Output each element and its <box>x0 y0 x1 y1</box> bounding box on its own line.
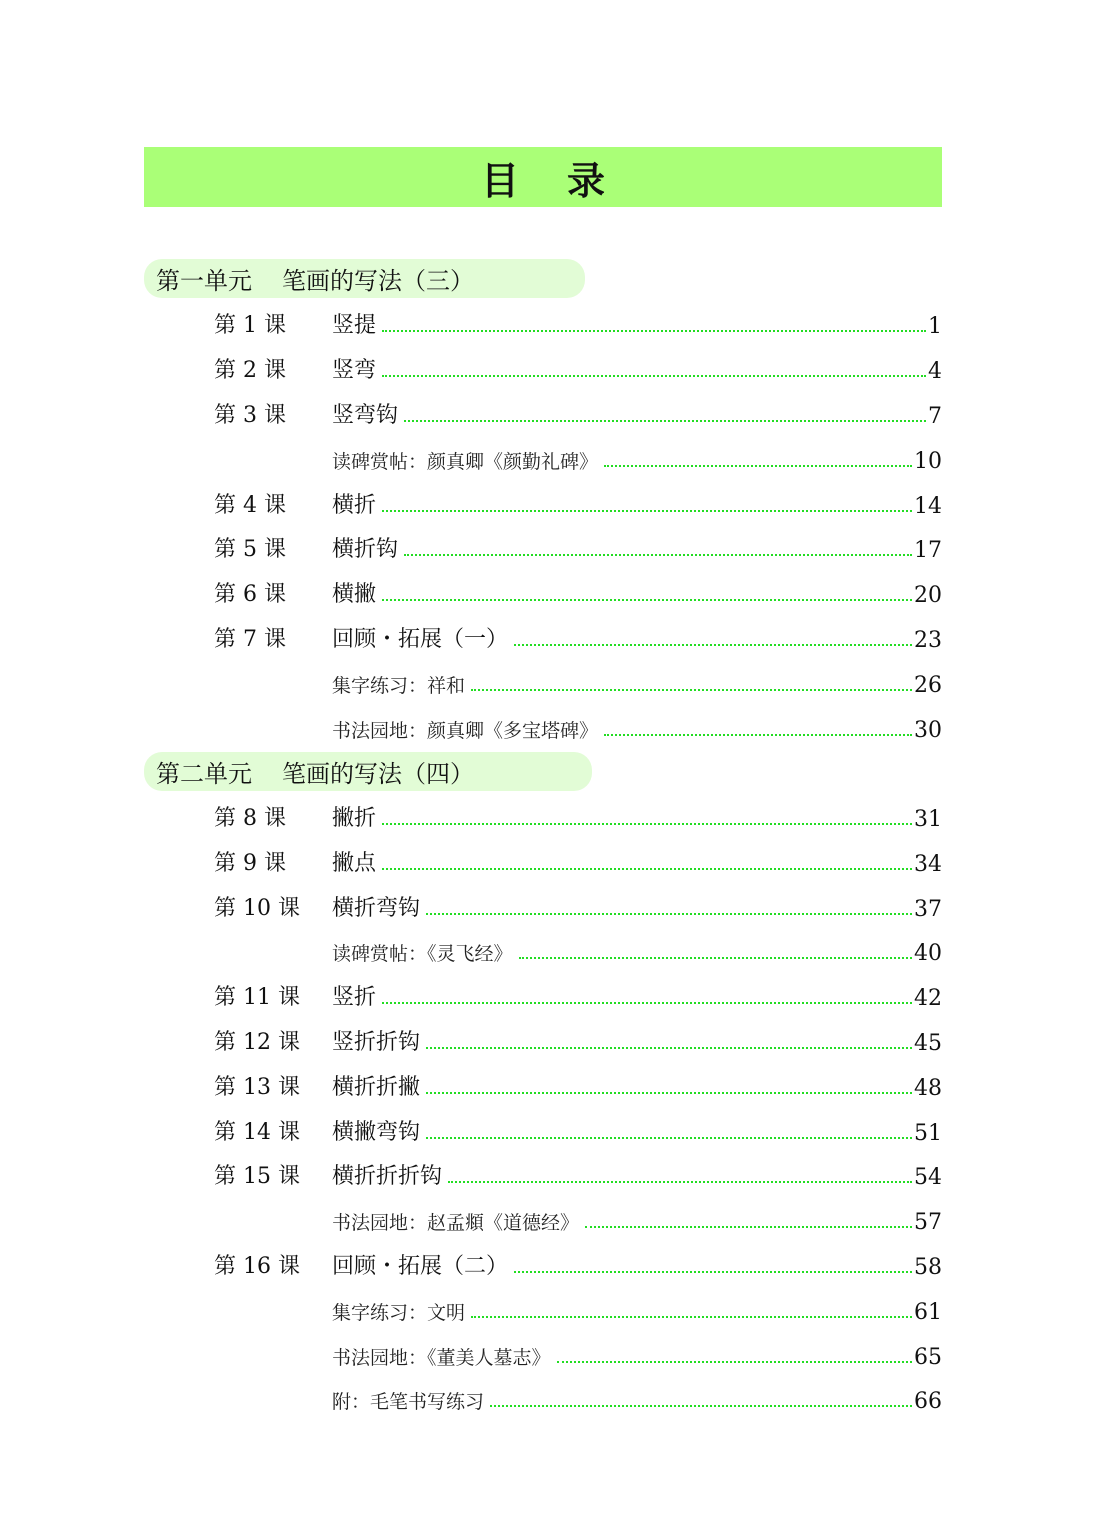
leader-dots <box>604 734 912 736</box>
lesson-title: 撇折 <box>332 806 377 831</box>
page-number: 4 <box>928 359 942 384</box>
page-number: 66 <box>914 1389 942 1414</box>
unit-title: 笔画的写法（四） <box>282 760 474 788</box>
lesson-number: 第 15 课 <box>214 1164 300 1189</box>
lesson-title: 横撇 <box>332 582 377 607</box>
subentry-title: 读碑赏帖：颜真卿《颜勤礼碑》 <box>332 451 599 473</box>
page-number: 23 <box>914 628 942 653</box>
toc-entry[interactable] <box>214 533 942 563</box>
lesson-number: 第 14 课 <box>214 1120 300 1145</box>
subentry-title: 书法园地：赵孟頫《道德经》 <box>332 1212 580 1234</box>
toc-title-bar <box>144 147 942 207</box>
leader-dots <box>382 510 912 512</box>
leader-dots <box>514 1271 912 1273</box>
page-number: 30 <box>914 718 942 743</box>
lesson-number: 第 11 课 <box>214 985 300 1010</box>
page-number: 20 <box>914 583 942 608</box>
unit-label: 第一单元 <box>156 267 252 295</box>
subentry-title: 读碑赏帖：《灵飞经》 <box>332 943 513 965</box>
page-number: 34 <box>914 852 942 877</box>
lesson-title: 横折折折钩 <box>332 1164 443 1189</box>
leader-dots <box>604 465 912 467</box>
page-number: 58 <box>914 1255 942 1280</box>
page-number: 14 <box>914 494 942 519</box>
leader-dots <box>382 868 912 870</box>
leader-dots <box>426 1092 912 1094</box>
toc-entry[interactable] <box>214 1250 942 1280</box>
lesson-title: 竖弯钩 <box>332 403 399 428</box>
lesson-number: 第 3 课 <box>214 403 286 428</box>
subentry-title: 集字练习：祥和 <box>332 675 466 697</box>
leader-dots <box>514 644 912 646</box>
leader-dots <box>426 1047 912 1049</box>
lesson-number: 第 12 课 <box>214 1030 300 1055</box>
leader-dots <box>426 913 912 915</box>
toc-entry[interactable] <box>214 1071 942 1101</box>
toc-subentry[interactable] <box>214 1295 942 1325</box>
lesson-title: 竖折 <box>332 985 377 1010</box>
lesson-number: 第 7 课 <box>214 627 286 652</box>
page-number: 57 <box>914 1210 942 1235</box>
leader-dots <box>382 375 926 377</box>
page-number: 48 <box>914 1076 942 1101</box>
unit-title: 笔画的写法（三） <box>282 267 474 295</box>
leader-dots <box>471 689 912 691</box>
toc-entry[interactable] <box>214 489 942 519</box>
toc-entry[interactable] <box>214 802 942 832</box>
lesson-title: 回顾・拓展（一） <box>332 627 509 652</box>
toc-entry[interactable] <box>214 1116 942 1146</box>
toc-entry[interactable] <box>214 892 942 922</box>
lesson-title: 横撇弯钩 <box>332 1120 421 1145</box>
toc-entry[interactable] <box>214 399 942 429</box>
toc-subentry[interactable] <box>214 936 942 966</box>
page-number: 7 <box>928 404 942 429</box>
lesson-number: 第 10 课 <box>214 896 300 921</box>
leader-dots <box>382 330 926 332</box>
lesson-number: 第 4 课 <box>214 493 286 518</box>
toc-entry[interactable] <box>214 981 942 1011</box>
subentry-title: 附：毛笔书写练习 <box>332 1391 485 1413</box>
lesson-title: 横折折撇 <box>332 1075 421 1100</box>
lesson-number: 第 2 课 <box>214 358 286 383</box>
page-number: 10 <box>914 449 942 474</box>
leader-dots <box>490 1405 912 1407</box>
toc-entry[interactable] <box>214 623 942 653</box>
leader-dots <box>426 1137 912 1139</box>
lesson-title: 撇点 <box>332 851 377 876</box>
toc-entry[interactable] <box>214 578 942 608</box>
page-number: 45 <box>914 1031 942 1056</box>
page-number: 17 <box>914 538 942 563</box>
toc-entry[interactable] <box>214 1160 942 1190</box>
page-number: 54 <box>914 1165 942 1190</box>
page-number: 65 <box>914 1345 942 1370</box>
page-number: 37 <box>914 897 942 922</box>
toc-entry[interactable] <box>214 847 942 877</box>
lesson-number: 第 1 课 <box>214 313 286 338</box>
leader-dots <box>382 599 912 601</box>
leader-dots <box>585 1226 912 1228</box>
lesson-number: 第 6 课 <box>214 582 286 607</box>
lesson-number: 第 9 课 <box>214 851 286 876</box>
page-number: 1 <box>928 314 942 339</box>
page-number: 51 <box>914 1121 942 1146</box>
leader-dots <box>471 1316 912 1318</box>
toc-entry[interactable] <box>214 354 942 384</box>
page-number: 26 <box>914 673 942 698</box>
toc-title-char-2: 录 <box>567 157 606 203</box>
lesson-title: 竖提 <box>332 313 377 338</box>
leader-dots <box>382 1002 912 1004</box>
lesson-title: 横折弯钩 <box>332 896 421 921</box>
subentry-title: 书法园地：《董美人墓志》 <box>332 1347 551 1369</box>
page-number: 31 <box>914 807 942 832</box>
lesson-number: 第 5 课 <box>214 537 286 562</box>
leader-dots <box>519 957 912 959</box>
leader-dots <box>448 1181 912 1183</box>
toc-subentry[interactable] <box>214 444 942 474</box>
toc-entry[interactable] <box>214 309 942 339</box>
lesson-number: 第 8 课 <box>214 806 286 831</box>
leader-dots <box>557 1361 912 1363</box>
toc-subentry[interactable] <box>214 668 942 698</box>
toc-subentry[interactable] <box>214 1384 942 1414</box>
subentry-title: 书法园地：颜真卿《多宝塔碑》 <box>332 720 599 742</box>
toc-subentry[interactable] <box>214 1340 942 1370</box>
unit-label: 第二单元 <box>156 760 252 788</box>
subentry-title: 集字练习：文明 <box>332 1302 466 1324</box>
toc-subentry[interactable] <box>214 713 942 743</box>
page-number: 42 <box>914 986 942 1011</box>
lesson-title: 横折 <box>332 493 377 518</box>
toc-subentry[interactable] <box>214 1205 942 1235</box>
leader-dots <box>382 823 912 825</box>
lesson-title: 竖折折钩 <box>332 1030 421 1055</box>
leader-dots <box>404 420 926 422</box>
lesson-title: 竖弯 <box>332 358 377 383</box>
lesson-title: 回顾・拓展（二） <box>332 1254 509 1279</box>
lesson-title: 横折钩 <box>332 537 399 562</box>
page-number: 61 <box>914 1300 942 1325</box>
unit-heading-2[interactable] <box>144 752 592 791</box>
lesson-number: 第 13 课 <box>214 1075 300 1100</box>
toc-title-char-1: 目 <box>480 157 519 203</box>
toc-entry[interactable] <box>214 1026 942 1056</box>
page-number: 40 <box>914 941 942 966</box>
leader-dots <box>404 554 912 556</box>
lesson-number: 第 16 课 <box>214 1254 300 1279</box>
unit-heading-1[interactable] <box>144 259 585 298</box>
